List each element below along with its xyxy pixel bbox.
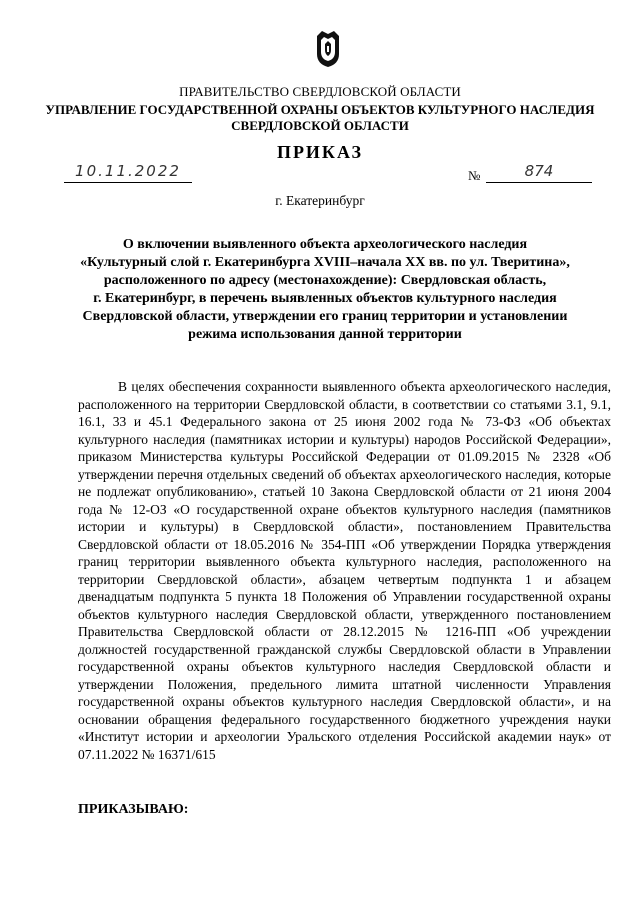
heading-line: режима использования данной территории [188,327,462,342]
heading-line: «Культурный слой г. Екатеринбурга XVIII–начала XX вв. по ул. Тверитина», [80,255,570,270]
heading-line: расположенного по адресу (местонахождение): Свердловская область, [103,273,547,288]
document-type-title: ПРИКАЗ [276,142,364,162]
document-heading [60,236,590,344]
city-name: г. Екатеринбург [275,193,365,208]
heading-line: Свердловской области, утверждении его границ территории и установлении [82,309,568,324]
heading-line: г. Екатеринбург, в перечень выявленных объектов культурного наследия [93,291,557,306]
document-date: 10.11.2022 [75,162,181,180]
heading-line: О включении выявленного объекта археологического наследия [122,237,528,252]
department-line-1: УПРАВЛЕНИЕ ГОСУДАРСТВЕННОЙ ОХРАНЫ ОБЪЕКТОВ КУЛЬТУРНОГО НАСЛЕДИЯ [45,102,595,117]
number-label: № [468,168,481,183]
department-line-2: СВЕРДЛОВСКОЙ ОБЛАСТИ [231,118,409,133]
order-word: ПРИКАЗЫВАЮ: [78,802,189,817]
department-name [0,102,640,134]
coat-of-arms-icon [316,30,340,68]
document-number: 874 [524,162,554,180]
government-name: ПРАВИТЕЛЬСТВО СВЕРДЛОВСКОЙ ОБЛАСТИ [179,84,461,99]
body-paragraph: В целях обеспечения сохранности выявленного объекта археологического наследия, расположенного на территории Свердловской области, в соответствии со статьями 3.1, 9.1, 16.1, 33 и 45.1 Федерального закона от 25 июня 2002 года № 73-ФЗ «Об объектах культурного наследия (памятниках истории и культуры) народов Российской Федерации», приказом Министерства культуры Российской Федерации от 01.09.2015 № 2328 «Об утверждении перечня отдельных сведений об объектах археологического наследия, которые не подлежат опубликованию», статьей 10 Закона Свердловской области от 21 июня 2004 года № 12-ОЗ «О государственной охране объектов культурного наследия (памятников истории и культуры) в Свердловской области», постановлением Правительства Свердловской области от 18.05.2016 № 354-ПП «Об утверждении Порядка утверждения границ территории выявленного объекта культурного наследия, расположенного на территории Свердловской области», абзацем четвертым подпункта 1 и абзацем двенадцатым подпункта 5 пункта 18 Положения об Управлении государственной охраны объектов культурного наследия Свердловской области, утвержденного постановлением Правительства Свердловской области от 28.12.2015 № 1216-ПП «Об учреждении должностей государственной гражданской службы Свердловской области в Управлении государственной охраны объектов культурного наследия Свердловской области и утверждении Положения, предельного лимита штатной численности Управления государственной охраны объектов культурного наследия Свердловской области», и на основании обращения федерального государственного бюджетного учреждения науки «Институт истории и археологии Уральского отделения Российской академии наук» от 07.11.2022 № 16371/615 [78,379,611,762]
